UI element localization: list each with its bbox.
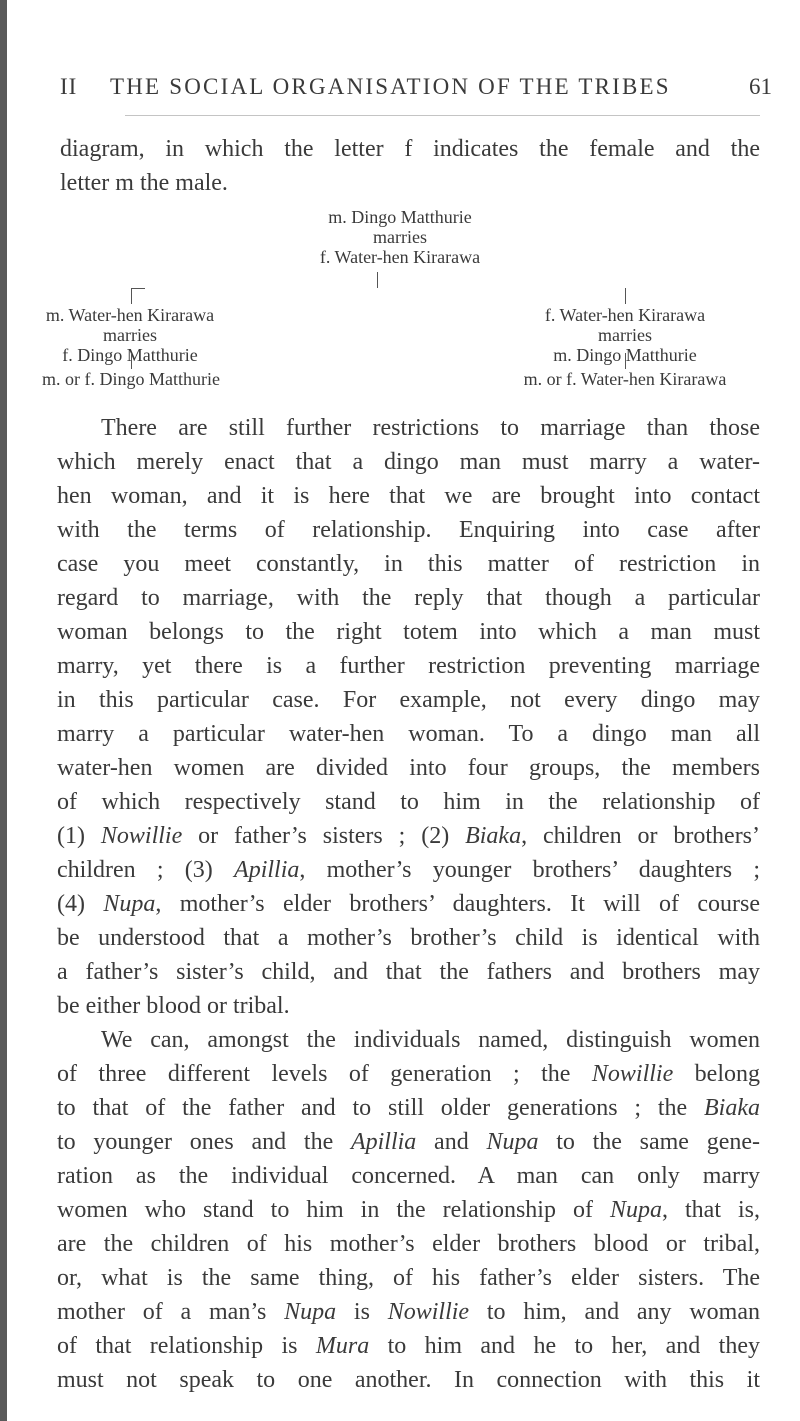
text-line bbox=[57, 1295, 760, 1329]
term-nupa: Nupa bbox=[103, 891, 156, 917]
text-line bbox=[57, 1057, 760, 1091]
text-line: in this particular case. For example, not every dingo may bbox=[57, 687, 760, 713]
page-number: 61 bbox=[749, 74, 772, 99]
text-run: to that of the father and to still older generations ; the bbox=[57, 1095, 705, 1121]
diagram-connector bbox=[377, 272, 378, 288]
term-nowillie: Nowillie bbox=[387, 1299, 470, 1325]
text-line: There are still further restrictions to marriage than those bbox=[101, 415, 760, 441]
term-apillia: Apillia bbox=[234, 857, 300, 883]
diagram-left-couple bbox=[40, 305, 220, 365]
intro-paragraph bbox=[60, 132, 760, 200]
text-line: case you meet constantly, in this matter of restriction in bbox=[57, 551, 760, 577]
diagram-connector bbox=[131, 288, 145, 289]
text-line: ration as the individual concerned. A man can only marry bbox=[57, 1163, 760, 1189]
term-nowillie: Nowillie bbox=[100, 823, 183, 849]
diagram-connector bbox=[131, 353, 132, 369]
text-line bbox=[57, 1193, 760, 1227]
text-run: , children or brothers’ bbox=[521, 823, 760, 849]
text-line: marry, yet there is a further restriction preventing marriage bbox=[57, 653, 760, 679]
text-line: of which respectively stand to him in the relationship of bbox=[57, 789, 760, 815]
text-run: to him, and any woman bbox=[469, 1299, 760, 1325]
text-line: be either blood or tribal. bbox=[57, 993, 290, 1019]
diagram-text: marries bbox=[373, 227, 427, 247]
term-nupa: Nupa bbox=[486, 1129, 539, 1155]
term-biaka: Biaka bbox=[704, 1095, 760, 1121]
term-apillia: Apillia bbox=[350, 1129, 417, 1155]
text-line bbox=[57, 1091, 760, 1125]
page-edge-shadow bbox=[0, 0, 7, 1421]
text-run: to him and he to her, and they bbox=[369, 1333, 760, 1359]
text-run: is bbox=[336, 1299, 388, 1325]
text-run: of that relationship is bbox=[57, 1333, 316, 1359]
running-header bbox=[60, 74, 780, 104]
text-run: and bbox=[416, 1129, 487, 1155]
header-rule bbox=[125, 115, 760, 116]
text-line: regard to marriage, with the reply that though a particular bbox=[57, 585, 760, 611]
term-nowillie: Nowillie bbox=[591, 1061, 674, 1087]
text-line bbox=[57, 887, 760, 921]
diagram-text: marries bbox=[598, 325, 652, 345]
text-run: , mother’s younger brothers’ daughters ; bbox=[299, 857, 760, 883]
chapter-number: II bbox=[60, 74, 78, 99]
text-line: or, what is the same thing, of his father’s elder sisters. The bbox=[57, 1265, 760, 1291]
text-line: water-hen women are divided into four groups, the members bbox=[57, 755, 760, 781]
text-run: to the same gene- bbox=[538, 1129, 760, 1155]
diagram-connector bbox=[625, 288, 626, 304]
diagram-connector bbox=[131, 288, 132, 304]
text-run: , that is, bbox=[662, 1197, 760, 1223]
diagram-text: f. Water-hen Kirarawa bbox=[319, 247, 481, 267]
text-run: belong bbox=[673, 1061, 760, 1087]
diagram-text: m. Water-hen Kirarawa bbox=[45, 305, 215, 325]
term-mura: Mura bbox=[315, 1333, 370, 1359]
diagram-left-child: m. or f. Dingo Matthurie bbox=[42, 369, 220, 389]
text-run: women who stand to him in the relationship of bbox=[57, 1197, 610, 1223]
text-line: be understood that a mother’s brother’s child is identical with bbox=[57, 925, 760, 951]
text-run: or father’s sisters ; (2) bbox=[182, 823, 466, 849]
text-line bbox=[57, 1125, 760, 1159]
text-line: marry a particular water-hen woman. To a dingo man all bbox=[57, 721, 760, 747]
diagram-text: f. Dingo Matthurie bbox=[62, 345, 198, 365]
text-run: children ; (3) bbox=[57, 857, 235, 883]
diagram-top-couple bbox=[250, 207, 550, 267]
diagram-text: f. Water-hen Kirarawa bbox=[544, 305, 706, 325]
text-line: We can, amongst the individuals named, distinguish women bbox=[101, 1027, 760, 1053]
text-run: (4) bbox=[57, 891, 104, 917]
diagram-text: marries bbox=[103, 325, 157, 345]
text-line: hen woman, and it is here that we are brought into contact bbox=[57, 483, 760, 509]
text-run: (1) bbox=[57, 823, 101, 849]
term-biaka: Biaka bbox=[465, 823, 522, 849]
text-run: to younger ones and the bbox=[57, 1129, 351, 1155]
text-line: which merely enact that a dingo man must marry a water- bbox=[57, 449, 760, 475]
body-text bbox=[57, 411, 760, 1397]
intro-line: letter m the male. bbox=[60, 170, 228, 196]
term-nupa: Nupa bbox=[284, 1299, 337, 1325]
text-line: a father’s sister’s child, and that the fathers and brothers may bbox=[57, 959, 760, 985]
diagram-connector bbox=[625, 353, 626, 369]
text-line bbox=[57, 819, 760, 853]
text-line: woman belongs to the right totem into which a man must bbox=[57, 619, 760, 645]
diagram-text: m. Dingo Matthurie bbox=[553, 345, 697, 365]
term-nupa: Nupa bbox=[609, 1197, 662, 1223]
running-title: THE SOCIAL ORGANISATION OF THE TRIBES bbox=[110, 74, 671, 99]
text-line: must not speak to one another. In connection with this it bbox=[57, 1367, 760, 1393]
text-run: mother of a man’s bbox=[57, 1299, 285, 1325]
text-run: of three different levels of generation ; the bbox=[57, 1061, 592, 1087]
diagram-right-child: m. or f. Water-hen Kirarawa bbox=[523, 369, 727, 389]
intro-line: diagram, in which the letter f indicates the female and the bbox=[60, 136, 760, 162]
text-line: are the children of his mother’s elder brothers blood or tribal, bbox=[57, 1231, 760, 1257]
text-line: with the terms of relationship. Enquiring into case after bbox=[57, 517, 760, 543]
text-run: , mother’s elder brothers’ daughters. It will of course bbox=[155, 891, 760, 917]
text-line bbox=[57, 853, 760, 887]
diagram-text: m. Dingo Matthurie bbox=[328, 207, 472, 227]
text-line bbox=[57, 1329, 760, 1363]
